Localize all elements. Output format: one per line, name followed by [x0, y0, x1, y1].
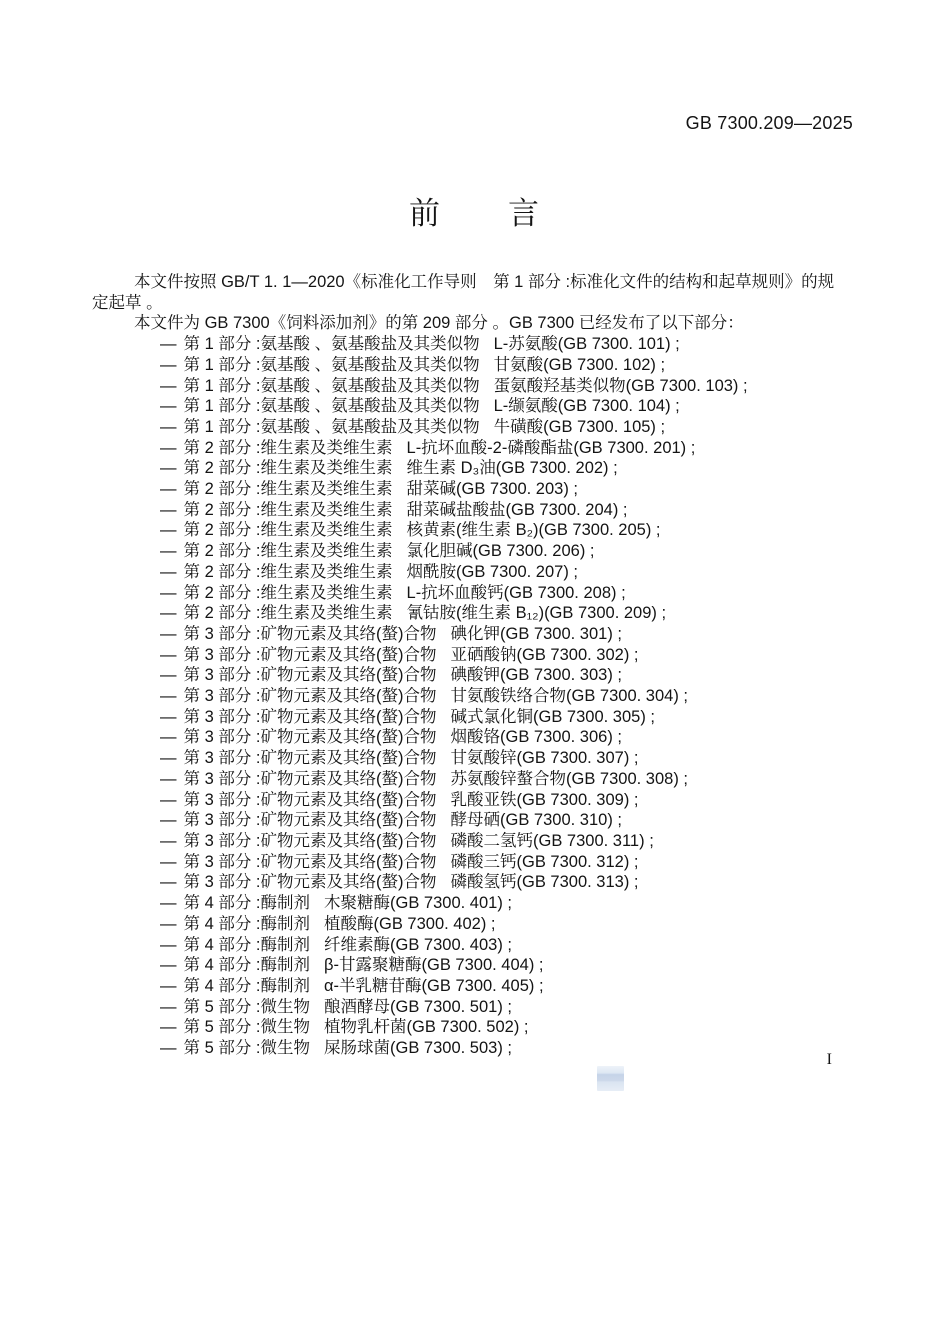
- part-label: 第 1 部分 :氨基酸 、氨基酸盐及其类似物: [183, 417, 480, 436]
- part-label: 第 5 部分 :微生物: [183, 1039, 311, 1058]
- part-name: β-甘露聚糖酶(GB 7300. 404) ;: [324, 956, 544, 975]
- part-name: L-抗坏血酸钙(GB 7300. 208) ;: [406, 583, 626, 602]
- list-item: [92, 686, 882, 707]
- part-label: 第 5 部分 :微生物: [183, 1018, 311, 1037]
- paragraph-line: 定起草 。: [92, 293, 163, 312]
- part-name: 氰钴胺(维生素 B₁₂)(GB 7300. 209) ;: [406, 604, 667, 623]
- list-item: [92, 396, 882, 417]
- part-name: 碱式氯化铜(GB 7300. 305) ;: [450, 707, 656, 726]
- part-label: 第 2 部分 :维生素及类维生素: [183, 521, 393, 540]
- part-label: 第 4 部分 :酶制剂: [183, 935, 311, 954]
- part-name: 甜菜碱(GB 7300. 203) ;: [406, 480, 579, 499]
- part-label: 第 3 部分 :矿物元素及其络(螯)合物: [183, 852, 437, 871]
- dash-prefix: —: [160, 376, 177, 395]
- list-item: [92, 955, 882, 976]
- dash-prefix: —: [160, 749, 177, 768]
- list-item: [92, 500, 882, 521]
- list-item: [92, 1038, 882, 1059]
- list-item: [92, 790, 882, 811]
- part-label: 第 2 部分 :维生素及类维生素: [183, 480, 393, 499]
- dash-prefix: —: [160, 500, 177, 519]
- part-name: L-抗坏血酸-2-磷酸酯盐(GB 7300. 201) ;: [406, 438, 696, 457]
- part-name: 磷酸二氢钙(GB 7300. 311) ;: [450, 831, 654, 850]
- list-item: [92, 976, 882, 997]
- list-item: [92, 520, 882, 541]
- dash-prefix: —: [160, 583, 177, 602]
- part-label: 第 3 部分 :矿物元素及其络(螯)合物: [183, 687, 437, 706]
- list-item: [92, 417, 882, 438]
- part-label: 第 3 部分 :矿物元素及其络(螯)合物: [183, 749, 437, 768]
- dash-prefix: —: [160, 956, 177, 975]
- part-label: 第 3 部分 :矿物元素及其络(螯)合物: [183, 666, 437, 685]
- dash-prefix: —: [160, 894, 177, 913]
- list-item: [92, 852, 882, 873]
- dash-prefix: —: [160, 997, 177, 1016]
- doc-number: GB 7300.209—2025: [685, 113, 853, 133]
- part-label: 第 1 部分 :氨基酸 、氨基酸盐及其类似物: [183, 355, 480, 374]
- part-label: 第 3 部分 :矿物元素及其络(螯)合物: [183, 769, 437, 788]
- part-label: 第 1 部分 :氨基酸 、氨基酸盐及其类似物: [183, 335, 480, 354]
- list-item: [92, 665, 882, 686]
- part-name: 屎肠球菌(GB 7300. 503) ;: [324, 1039, 513, 1058]
- part-name: 苏氨酸锌螯合物(GB 7300. 308) ;: [450, 769, 689, 788]
- part-name: 甘氨酸铁络合物(GB 7300. 304) ;: [450, 687, 689, 706]
- list-item: [92, 334, 882, 355]
- part-label: 第 3 部分 :矿物元素及其络(螯)合物: [183, 790, 437, 809]
- dash-prefix: —: [160, 935, 177, 954]
- part-label: 第 4 部分 :酶制剂: [183, 914, 311, 933]
- part-label: 第 3 部分 :矿物元素及其络(螯)合物: [183, 624, 437, 643]
- list-item: [92, 438, 882, 459]
- part-label: 第 3 部分 :矿物元素及其络(螯)合物: [183, 728, 437, 747]
- part-name: 甘氨酸锌(GB 7300. 307) ;: [450, 749, 639, 768]
- part-name: 亚硒酸钠(GB 7300. 302) ;: [450, 645, 639, 664]
- list-item: [92, 831, 882, 852]
- list-item: [92, 872, 882, 893]
- part-name: 维生素 D₃油(GB 7300. 202) ;: [406, 459, 618, 478]
- dash-prefix: —: [160, 1018, 177, 1037]
- part-name: 甘氨酸(GB 7300. 102) ;: [493, 355, 666, 374]
- part-label: 第 2 部分 :维生素及类维生素: [183, 438, 393, 457]
- part-label: 第 1 部分 :氨基酸 、氨基酸盐及其类似物: [183, 397, 480, 416]
- part-label: 第 2 部分 :维生素及类维生素: [183, 542, 393, 561]
- part-label: 第 4 部分 :酶制剂: [183, 976, 311, 995]
- dash-prefix: —: [160, 459, 177, 478]
- foreword-content: [92, 272, 882, 1059]
- list-item: [92, 997, 882, 1018]
- dash-prefix: —: [160, 790, 177, 809]
- list-item: [92, 583, 882, 604]
- parts-list: [92, 334, 882, 1059]
- list-item: [92, 479, 882, 500]
- part-name: 牛磺酸(GB 7300. 105) ;: [493, 417, 666, 436]
- part-label: 第 4 部分 :酶制剂: [183, 956, 311, 975]
- dash-prefix: —: [160, 355, 177, 374]
- part-name: L-苏氨酸(GB 7300. 101) ;: [493, 335, 680, 354]
- part-name: 烟酰胺(GB 7300. 207) ;: [406, 562, 579, 581]
- dash-prefix: —: [160, 1039, 177, 1058]
- list-item: [92, 893, 882, 914]
- part-label: 第 2 部分 :维生素及类维生素: [183, 459, 393, 478]
- list-item: [92, 748, 882, 769]
- list-item: [92, 355, 882, 376]
- list-item: [92, 376, 882, 397]
- part-name: 碘化钾(GB 7300. 301) ;: [450, 624, 623, 643]
- part-name: 酵母硒(GB 7300. 310) ;: [450, 811, 623, 830]
- part-label: 第 2 部分 :维生素及类维生素: [183, 583, 393, 602]
- part-name: 酿酒酵母(GB 7300. 501) ;: [324, 997, 513, 1016]
- dash-prefix: —: [160, 914, 177, 933]
- page-title: 前 言: [409, 196, 541, 231]
- part-name: 磷酸三钙(GB 7300. 312) ;: [450, 852, 639, 871]
- dash-prefix: —: [160, 624, 177, 643]
- dash-prefix: —: [160, 707, 177, 726]
- list-item: [92, 645, 882, 666]
- part-name: 碘酸钾(GB 7300. 303) ;: [450, 666, 623, 685]
- list-item: [92, 458, 882, 479]
- list-item: [92, 603, 882, 624]
- list-item: [92, 810, 882, 831]
- dash-prefix: —: [160, 542, 177, 561]
- paragraph-line: 本文件按照 GB/T 1. 1—2020《标准化工作导则 第 1 部分 :标准化文件的结构和起草规则》的规: [134, 273, 835, 291]
- dash-prefix: —: [160, 687, 177, 706]
- part-name: 木聚糖酶(GB 7300. 401) ;: [324, 894, 513, 913]
- part-name: 蛋氨酸羟基类似物(GB 7300. 103) ;: [493, 376, 748, 395]
- part-name: 乳酸亚铁(GB 7300. 309) ;: [450, 790, 639, 809]
- dash-prefix: —: [160, 438, 177, 457]
- part-label: 第 3 部分 :矿物元素及其络(螯)合物: [183, 811, 437, 830]
- part-label: 第 2 部分 :维生素及类维生素: [183, 500, 393, 519]
- part-name: 甜菜碱盐酸盐(GB 7300. 204) ;: [406, 500, 628, 519]
- dash-prefix: —: [160, 480, 177, 499]
- part-name: 纤维素酶(GB 7300. 403) ;: [324, 935, 513, 954]
- list-item: [92, 1017, 882, 1038]
- part-name: 烟酸铬(GB 7300. 306) ;: [450, 728, 623, 747]
- dash-prefix: —: [160, 769, 177, 788]
- dash-prefix: —: [160, 397, 177, 416]
- dash-prefix: —: [160, 417, 177, 436]
- dash-prefix: —: [160, 873, 177, 892]
- list-item: [92, 541, 882, 562]
- dash-prefix: —: [160, 831, 177, 850]
- part-label: 第 3 部分 :矿物元素及其络(螯)合物: [183, 707, 437, 726]
- list-item: [92, 624, 882, 645]
- list-item: [92, 707, 882, 728]
- dash-prefix: —: [160, 645, 177, 664]
- part-label: 第 5 部分 :微生物: [183, 997, 311, 1016]
- dash-prefix: —: [160, 728, 177, 747]
- part-label: 第 2 部分 :维生素及类维生素: [183, 604, 393, 623]
- page-number: I: [826, 1051, 832, 1068]
- part-name: 植酸酶(GB 7300. 402) ;: [324, 914, 496, 933]
- dash-prefix: —: [160, 976, 177, 995]
- part-name: 氯化胆碱(GB 7300. 206) ;: [406, 542, 595, 561]
- paragraph-line: 本文件为 GB 7300《饲料添加剂》的第 209 部分 。GB 7300 已经发布了以下部分：: [134, 314, 744, 333]
- part-name: L-缬氨酸(GB 7300. 104) ;: [493, 397, 680, 416]
- foreword-paragraphs: [92, 272, 882, 334]
- dash-prefix: —: [160, 335, 177, 354]
- part-label: 第 1 部分 :氨基酸 、氨基酸盐及其类似物: [183, 376, 480, 395]
- part-label: 第 2 部分 :维生素及类维生素: [183, 562, 393, 581]
- dash-prefix: —: [160, 666, 177, 685]
- watermark-stamp-icon: [597, 1066, 624, 1091]
- part-name: 核黄素(维生素 B₂)(GB 7300. 205) ;: [406, 521, 661, 540]
- part-name: 植物乳杆菌(GB 7300. 502) ;: [324, 1018, 529, 1037]
- list-item: [92, 562, 882, 583]
- list-item: [92, 935, 882, 956]
- list-item: [92, 914, 882, 935]
- part-name: 磷酸氢钙(GB 7300. 313) ;: [450, 873, 639, 892]
- dash-prefix: —: [160, 604, 177, 623]
- dash-prefix: —: [160, 852, 177, 871]
- part-label: 第 4 部分 :酶制剂: [183, 894, 311, 913]
- dash-prefix: —: [160, 811, 177, 830]
- dash-prefix: —: [160, 562, 177, 581]
- part-label: 第 3 部分 :矿物元素及其络(螯)合物: [183, 831, 437, 850]
- dash-prefix: —: [160, 521, 177, 540]
- list-item: [92, 727, 882, 748]
- part-label: 第 3 部分 :矿物元素及其络(螯)合物: [183, 645, 437, 664]
- part-name: α-半乳糖苷酶(GB 7300. 405) ;: [324, 976, 544, 995]
- part-label: 第 3 部分 :矿物元素及其络(螯)合物: [183, 873, 437, 892]
- list-item: [92, 769, 882, 790]
